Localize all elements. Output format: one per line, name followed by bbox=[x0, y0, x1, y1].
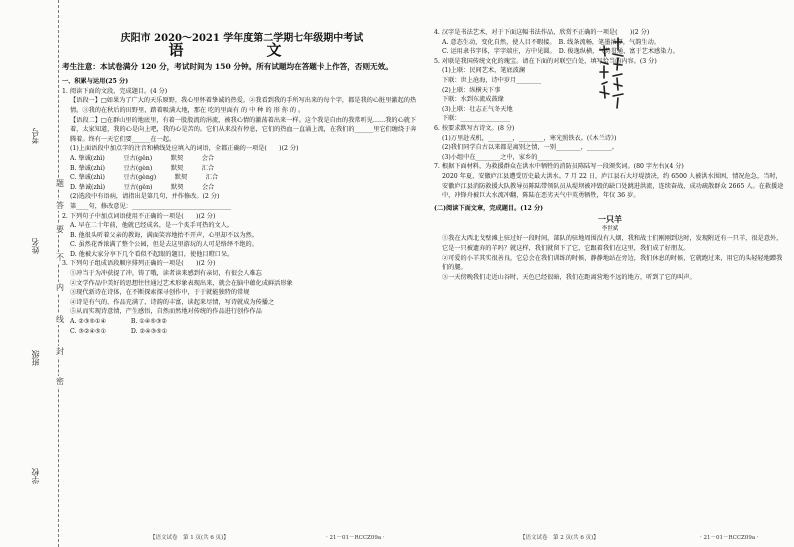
left-text-line: ③现代新诗在诗体，在不断探索探寻创作中，于于就能独特的常规 bbox=[70, 289, 250, 297]
left-text-line: 第____句，修改意见：________________________________ bbox=[70, 202, 231, 210]
left-column bbox=[62, 28, 422, 336]
right-text-line: (3)上联：壮志正气冬天地 bbox=[442, 105, 513, 113]
left-text-line: C. 虽然花香浓满了整个公园，但是去这里游玩的人可是络绎不绝的。 bbox=[70, 241, 258, 249]
footer-code-left: · 21－01－RCCZ09a · bbox=[326, 535, 385, 541]
exam-notice: 考生注意：本试卷满分 120 分，考试时间为 150 分钟。所有试题均在答题卡上作答，否则无效。 bbox=[62, 62, 393, 72]
right-column bbox=[434, 28, 786, 282]
seal-char: 密 bbox=[56, 377, 64, 386]
left-text-line: B. 挚诚(zhí) 豆古(gèn) 默契 汇合 bbox=[70, 164, 215, 172]
right-text-line: (1)万里赴戎机，________，________，寒光照铁衣。(《木兰诗》) bbox=[442, 134, 617, 142]
right-text-line: 下联：________________ bbox=[442, 115, 511, 123]
right-text-line: ②可爱的小羊其实很善良，它总会在我们训练的时候，静静地站在旁边，我们休息的时候，它就跑过来，用它的头轻轻地蹭我们的腿。 bbox=[442, 254, 783, 272]
left-text-line: 【语段二】□在群山里的地底里，有着一股股流的涓流，被我心情的激荡着出来一样。这个我是自由的我常听见……我的心就下着，太家知道，我的心是向上吧，我的心是苦的。它们从来没有停息，它们的热血一直涌上流，在我们的______里它们缠绕于奔腾着。终有一天它们要______在一起。 bbox=[70, 116, 417, 143]
right-text-line: 4. 汉字是书法艺术，对于下面这幅书法作品，欣赏不正确的一项是( )(2 分) bbox=[434, 29, 650, 36]
right-text-line: 下联：世上沧海，诗中岁月________ bbox=[442, 76, 541, 84]
binding-strip bbox=[0, 0, 59, 547]
left-text-line: C. ③②④⑤① D. ②④③⑤① bbox=[70, 327, 168, 335]
exam-title: 庆阳市 2020～2021 学年度第二学期七年级期中考试 bbox=[120, 33, 364, 44]
left-text-line: (1)上面语段中加点字的注音和横线处应填入的词语，全都正确的一项是( )(2 分) bbox=[70, 145, 299, 153]
right-text-line: ①我在大西北戈壁滩上驻过好一段时间，部队的驻地周围没有人烟，我和战士们刚刚到达时，发现附近有一只羊，很是意外，它是一只被遗弃的羊吗？就这样，我们就留下了它，它跟着我们在这里，我们成了好朋友。 bbox=[442, 235, 783, 253]
left-text-line: 1. 阅读下面的文段，完成题目。(4 分) bbox=[62, 87, 168, 95]
left-text-line: C. 挚诚(zhì) 豆古(gèng) 默契 汇合 bbox=[70, 174, 219, 182]
right-text-line: (2)我们同学自古以来都是离别之情，一别________，________。 bbox=[442, 144, 618, 152]
right-text-line: C. 运用隶书字体，字字端庄，方中见圆。 D. 俊逸纵横，气势贯通，富于艺术感染力。 bbox=[442, 48, 679, 56]
right-text-line: ③一天傍晚我们走近山谷时，天色已经很暗，我们在距离营地不远的地方，听到了它的叫声。 bbox=[442, 273, 696, 281]
left-text-line: B. 他很头听着父亲的教诲，满面笑容地抬不开声，心里却不以为然。 bbox=[70, 231, 258, 239]
seal-char: 不 bbox=[56, 253, 64, 262]
right-text-line: 2020 年夏，安徽庐江县遭受历史最大洪水。7 月 22 日，庐江县石大圩堤溃决，约 6500 人被洪水围困，情况危急，当时，安徽庐江县消防救援大队教导员陈陆带领队员从堤坝被冲毁的缺口处跳进洪流，连续奋战，成功疏散群众 2665 人。在救援途中，冲锋舟被巨大水流冲翻，陈陆在恶劣天气中英勇牺牲，年仅 36 岁。 bbox=[442, 172, 784, 200]
right-text-line: 7. 根据下面材料，为救援群众在洪水中牺牲的消防员陈陆写一段颁奖词。(80 字左右)(4 分) bbox=[434, 163, 684, 171]
left-text-line: A. 早在二十年前，他就已经成名，是一个炙手可热的文人。 bbox=[70, 222, 234, 230]
seal-char: 线 bbox=[56, 315, 64, 324]
seal-char: 答 bbox=[56, 201, 64, 210]
right-text-line: (2)上联：纵横天下事 bbox=[442, 86, 501, 94]
right-text-line: (1)上联：民间艺术，笔底波澜 bbox=[442, 67, 526, 75]
right-text-line: 6. 按要求默写古诗文。(8 分) bbox=[434, 124, 515, 132]
left-text-line: ⑤从而实现诗意情，产生感悟，自然而然地对传统的作品进行创作作品 bbox=[70, 308, 262, 316]
name-label: 姓名 bbox=[31, 238, 40, 254]
left-text-line: D. 他被大家分享下几个看似不起眼的题目，使他目瞪口呆。 bbox=[70, 250, 234, 258]
left-text-line: A. ②③⑤①④ B. ①④⑤③② bbox=[70, 318, 168, 326]
left-text-line: A. 挚诚(zhì) 豆古(gěn) 默契 会合 bbox=[70, 154, 215, 162]
seal-char: 内 bbox=[56, 283, 64, 292]
left-text-line: 3. 下列句子组成语段顺序排列正确的一项是( )(2 分) bbox=[62, 260, 216, 268]
class-label: 班级 bbox=[31, 350, 40, 366]
right-text-line: 下联：水到东流成鼓缘 bbox=[442, 96, 504, 104]
right-text-line: 李世斌 bbox=[601, 225, 619, 232]
seal-char: 要 bbox=[56, 225, 64, 234]
right-text-line: 一只羊 bbox=[598, 214, 622, 225]
left-question-list bbox=[62, 77, 422, 336]
seal-char: 题 bbox=[56, 179, 64, 188]
right-text-line: A. 意态生动，变化自然，使人目不暇接。 B. 线条流畅，笔墨浓厚，气韵生动。 bbox=[442, 38, 660, 46]
left-text-line: 【语段一】□如果为了广大的天乐原野，我心里怀着挚诚的热爱。②我看到我的手所写出来的每个字，都是我的心脏里激起的热情。③我的在秋后的田野里，踏着吸满大地，那在 吃的里面有 的 中 种 的 形 你 的 。 bbox=[70, 97, 417, 114]
right-question-list bbox=[434, 28, 786, 282]
footer-code-right: · 21－01－RCCZ09a · bbox=[700, 535, 759, 541]
left-text-line: ②文学作品中美好的思想往往通过艺术形象表现出来，就会在脑中蕴化成鲜活形象 bbox=[70, 279, 293, 287]
right-text-line: 5. 对联是我国传统文化的瑰宝。请在下面的对联空白处，填写恰当的内容。(3 分) bbox=[434, 57, 657, 65]
exam-subject: 语 文 bbox=[168, 40, 316, 59]
left-text-line: 2. 下列句子中加点词语使用不正确的一项是( )(2 分) bbox=[62, 212, 216, 220]
left-text-line: 一、积累与运用(25 分) bbox=[62, 78, 129, 86]
school-label: 学校 bbox=[31, 468, 40, 484]
left-text-line: D. 挚诚(zhì) 豆古(gěn) 默契 会合 bbox=[70, 183, 215, 191]
seal-char: 封 bbox=[56, 347, 64, 356]
right-text-line: (3)小组中在________之中，家乡的________ bbox=[442, 153, 563, 161]
exam-number-label: 考号 bbox=[31, 128, 40, 144]
left-text-line: ①冲当于为冲获提了冲，铸了哦，读者读来感到有亲切，有很会人难忘 bbox=[70, 270, 262, 278]
footer-page-left: 【语文试卷 第 1 页(共 6 页)】 bbox=[150, 535, 229, 541]
right-text-line: (二)阅读下面文章，完成题目。(12 分) bbox=[434, 204, 544, 212]
footer-page-right: 【语文试卷 第 2 页(共 6 页)】 bbox=[520, 535, 599, 541]
left-text-line: (2)选段中有语病，请指出是第几句，并作修改。(2 分) bbox=[70, 193, 220, 201]
left-text-line: ④诗是有气的，作品充满了，诗韵的丰富，读起来尽情，写诗就成为传播之 bbox=[70, 298, 275, 306]
